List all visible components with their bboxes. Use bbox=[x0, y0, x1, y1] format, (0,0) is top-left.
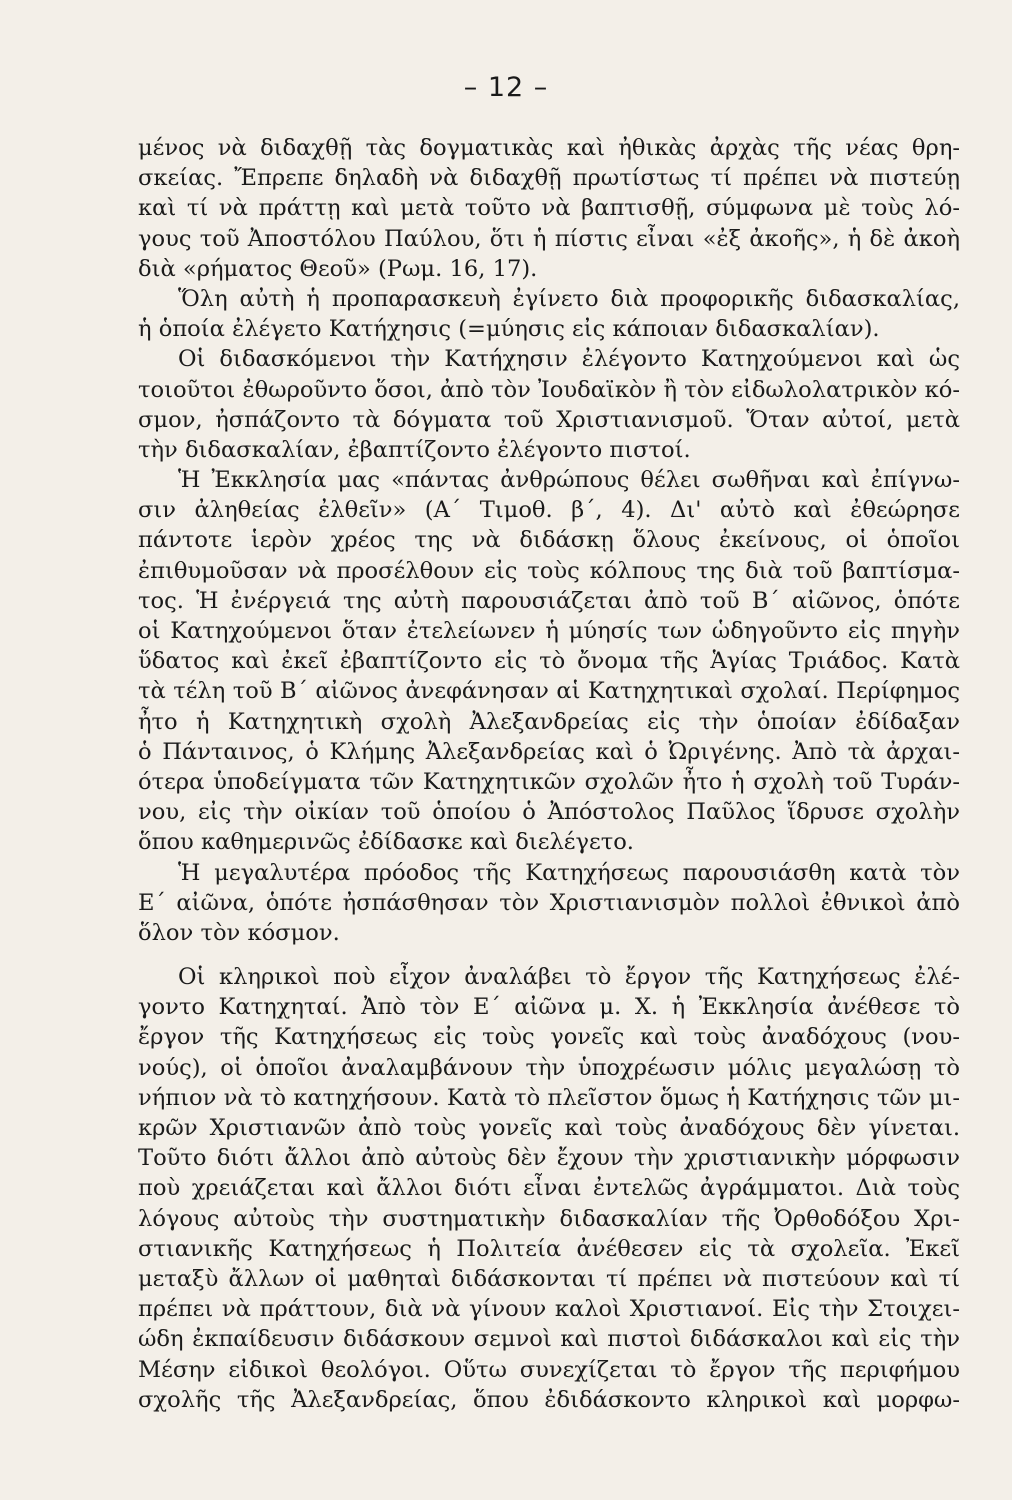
text-line: διὰ «ρήματος Θεοῦ» (Ρωμ. 16, 17). bbox=[138, 255, 538, 282]
text-line: πρέπει νὰ πράττουν, διὰ νὰ γίνουν καλοὶ Χριστιανοί. Εἰς τὴν Στοιχει- bbox=[138, 1296, 960, 1323]
text-line: πάντοτε ἱερὸν χρέος της νὰ διδάσκῃ ὅλους ἐκείνους, οἱ ὁποῖοι bbox=[138, 527, 960, 554]
text-line: σκείας. Ἔπρεπε δηλαδὴ νὰ διδαχθῇ πρωτίστως τί πρέπει νὰ πιστεύῃ bbox=[138, 165, 960, 192]
text-line: Τοῦτο διότι ἄλλοι ἀπὸ αὐτοὺς δὲν ἔχουν τὴν χριστιανικὴν μόρφωσιν bbox=[138, 1145, 960, 1172]
text-line: τος. Ἡ ἐνέργειά της αὐτὴ παρουσιάζεται ἀπὸ τοῦ Β΄ αἰῶνος, ὁπότε bbox=[138, 587, 960, 614]
text-line: Οἱ διδασκόμενοι τὴν Κατήχησιν ἐλέγοντο Κατηχούμενοι καὶ ὡς bbox=[178, 346, 960, 373]
text-line: οἱ Κατηχούμενοι ὅταν ἐτελείωνεν ἡ μύησίς των ὡδηγοῦντο εἰς πηγὴν bbox=[138, 618, 960, 644]
text-line: Ἡ μεγαλυτέρα πρόοδος τῆς Κατηχήσεως παρουσιάσθη κατὰ τὸν bbox=[178, 859, 960, 886]
body-text bbox=[138, 133, 960, 1415]
text-line: Ὅλη αὐτὴ ἡ προπαρασκευὴ ἐγίνετο διὰ προφορικῆς διδασκαλίας, bbox=[178, 285, 960, 312]
text-line: ἡ ὁποία ἐλέγετο Κατήχησις (=μύησις εἰς κάποιαν διδασκαλίαν). bbox=[138, 316, 880, 343]
text-line: σιν ἀληθείας ἐλθεῖν» (Α΄ Τιμοθ. β΄, 4). Δι' αὐτὸ καὶ ἐθεώρησε bbox=[138, 497, 960, 524]
text-line: σμον, ἠσπάζοντο τὰ δόγματα τοῦ Χριστιανισμοῦ. Ὅταν αὐτοί, μετὰ bbox=[138, 406, 960, 433]
text-line: ὅπου καθημερινῶς ἐδίδασκε καὶ διελέγετο. bbox=[138, 829, 634, 856]
text-line: ὕδατος καὶ ἐκεῖ ἐβαπτίζοντο εἰς τὸ ὄνομα τῆς Ἁγίας Τριάδος. Κατὰ bbox=[138, 648, 960, 675]
text-line: ἐπιθυμοῦσαν νὰ προσέλθουν εἰς τοὺς κόλπους της διὰ τοῦ βαπτίσμα- bbox=[138, 557, 960, 584]
text-line: Οἱ κληρικοὶ ποὺ εἶχον ἀναλάβει τὸ ἔργον τῆς Κατηχήσεως ἐλέ- bbox=[178, 964, 960, 991]
text-line: ώδη ἐκπαίδευσιν διδάσκουν σεμνοὶ καὶ πιστοὶ διδάσκαλοι καὶ εἰς τὴν bbox=[138, 1326, 960, 1353]
text-line: μεταξὺ ἄλλων οἱ μαθηταὶ διδάσκονται τί πρέπει νὰ πιστεύουν καὶ τί bbox=[138, 1265, 960, 1292]
text-line: ότερα ὑποδείγματα τῶν Κατηχητικῶν σχολῶν ἦτο ἡ σχολὴ τοῦ Τυράν- bbox=[138, 768, 960, 795]
text-line: ὁ Πάνταινος, ὁ Κλήμης Ἀλεξανδρείας καὶ ὁ Ὠριγένης. Ἀπὸ τὰ ἀρχαι- bbox=[138, 738, 960, 765]
text-line: Ἡ Ἐκκλησία μας «πάντας ἀνθρώπους θέλει σωθῆναι καὶ ἐπίγνω- bbox=[178, 467, 960, 494]
text-line: σχολῆς τῆς Ἀλεξανδρείας, ὅπου ἐδιδάσκοντο κληρικοὶ καὶ μορφω- bbox=[138, 1386, 960, 1413]
text-line: νου, εἰς τὴν οἰκίαν τοῦ ὁποίου ὁ Ἀπόστολος Παῦλος ἵδρυσε σχολὴν bbox=[138, 799, 960, 826]
text-line: Ε΄ αἰῶνα, ὁπότε ἠσπάσθησαν τὸν Χριστιανισμὸν πολλοὶ ἐθνικοὶ ἀπὸ bbox=[138, 889, 960, 916]
text-line: μένος νὰ διδαχθῇ τὰς δογματικὰς καὶ ἠθικὰς ἀρχὰς τῆς νέας θρη- bbox=[138, 135, 960, 161]
text-line: τοιοῦτοι ἐθωροῦντο ὅσοι, ἀπὸ τὸν Ἰουδαϊκὸν ἢ τὸν εἰδωλολατρικὸν κό- bbox=[138, 376, 960, 403]
text-line: ποὺ χρειάζεται καὶ ἄλλοι διότι εἶναι ἐντελῶς ἀγράμματοι. Διὰ τοὺς bbox=[138, 1175, 960, 1202]
text-line: γοντο Κατηχηταί. Ἀπὸ τὸν Ε΄ αἰῶνα μ. Χ. ἡ Ἐκκλησία ἀνέθεσε τὸ bbox=[138, 994, 960, 1021]
page-number: – 12 – bbox=[463, 72, 549, 103]
text-line: νήπιον νὰ τὸ κατηχήσουν. Κατὰ τὸ πλεῖστον ὅμως ἡ Κατήχησις τῶν μι- bbox=[138, 1084, 960, 1111]
text-line: κρῶν Χριστιανῶν ἀπὸ τοὺς γονεῖς καὶ τοὺς ἀναδόχους δὲν γίνεται. bbox=[138, 1115, 960, 1141]
text-line: ἦτο ἡ Κατηχητικὴ σχολὴ Ἀλεξανδρείας εἰς τὴν ὁποίαν ἐδίδαξαν bbox=[138, 708, 960, 735]
paragraph-gap bbox=[138, 948, 960, 962]
text-line: τὰ τέλη τοῦ Β΄ αἰῶνος ἀνεφάνησαν αἱ Κατηχητικαὶ σχολαί. Περίφημος bbox=[138, 678, 960, 705]
text-line: ἔργον τῆς Κατηχήσεως εἰς τοὺς γονεῖς καὶ τοὺς ἀναδόχους (νου- bbox=[138, 1024, 960, 1051]
text-line: γους τοῦ Ἀποστόλου Παύλου, ὅτι ἡ πίστις εἶναι «ἐξ ἀκοῆς», ἡ δὲ ἀκοὴ bbox=[138, 225, 960, 252]
text-line: λόγους αὐτοὺς τὴν συστηματικὴν διδασκαλίαν τῆς Ὀρθοδόξου Χρι- bbox=[138, 1205, 960, 1232]
text-line: ὅλον τὸν κόσμον. bbox=[138, 919, 340, 946]
text-line: Μέσην εἰδικοὶ θεολόγοι. Οὕτω συνεχίζεται τὸ ἔργον τῆς περιφήμου bbox=[138, 1356, 960, 1383]
text-line: νούς), οἱ ὁποῖοι ἀναλαμβάνουν τὴν ὑποχρέωσιν μόλις μεγαλώσῃ τὸ bbox=[138, 1054, 960, 1081]
text-line: τὴν διδασκαλίαν, ἐβαπτίζοντο ἐλέγοντο πιστοί. bbox=[138, 436, 691, 463]
text-line: στιανικῆς Κατηχήσεως ἡ Πολιτεία ἀνέθεσεν εἰς τὰ σχολεῖα. Ἐκεῖ bbox=[138, 1235, 960, 1262]
text-line: καὶ τί νὰ πράττῃ καὶ μετὰ τοῦτο νὰ βαπτισθῇ, σύμφωνα μὲ τοὺς λό- bbox=[138, 195, 960, 222]
